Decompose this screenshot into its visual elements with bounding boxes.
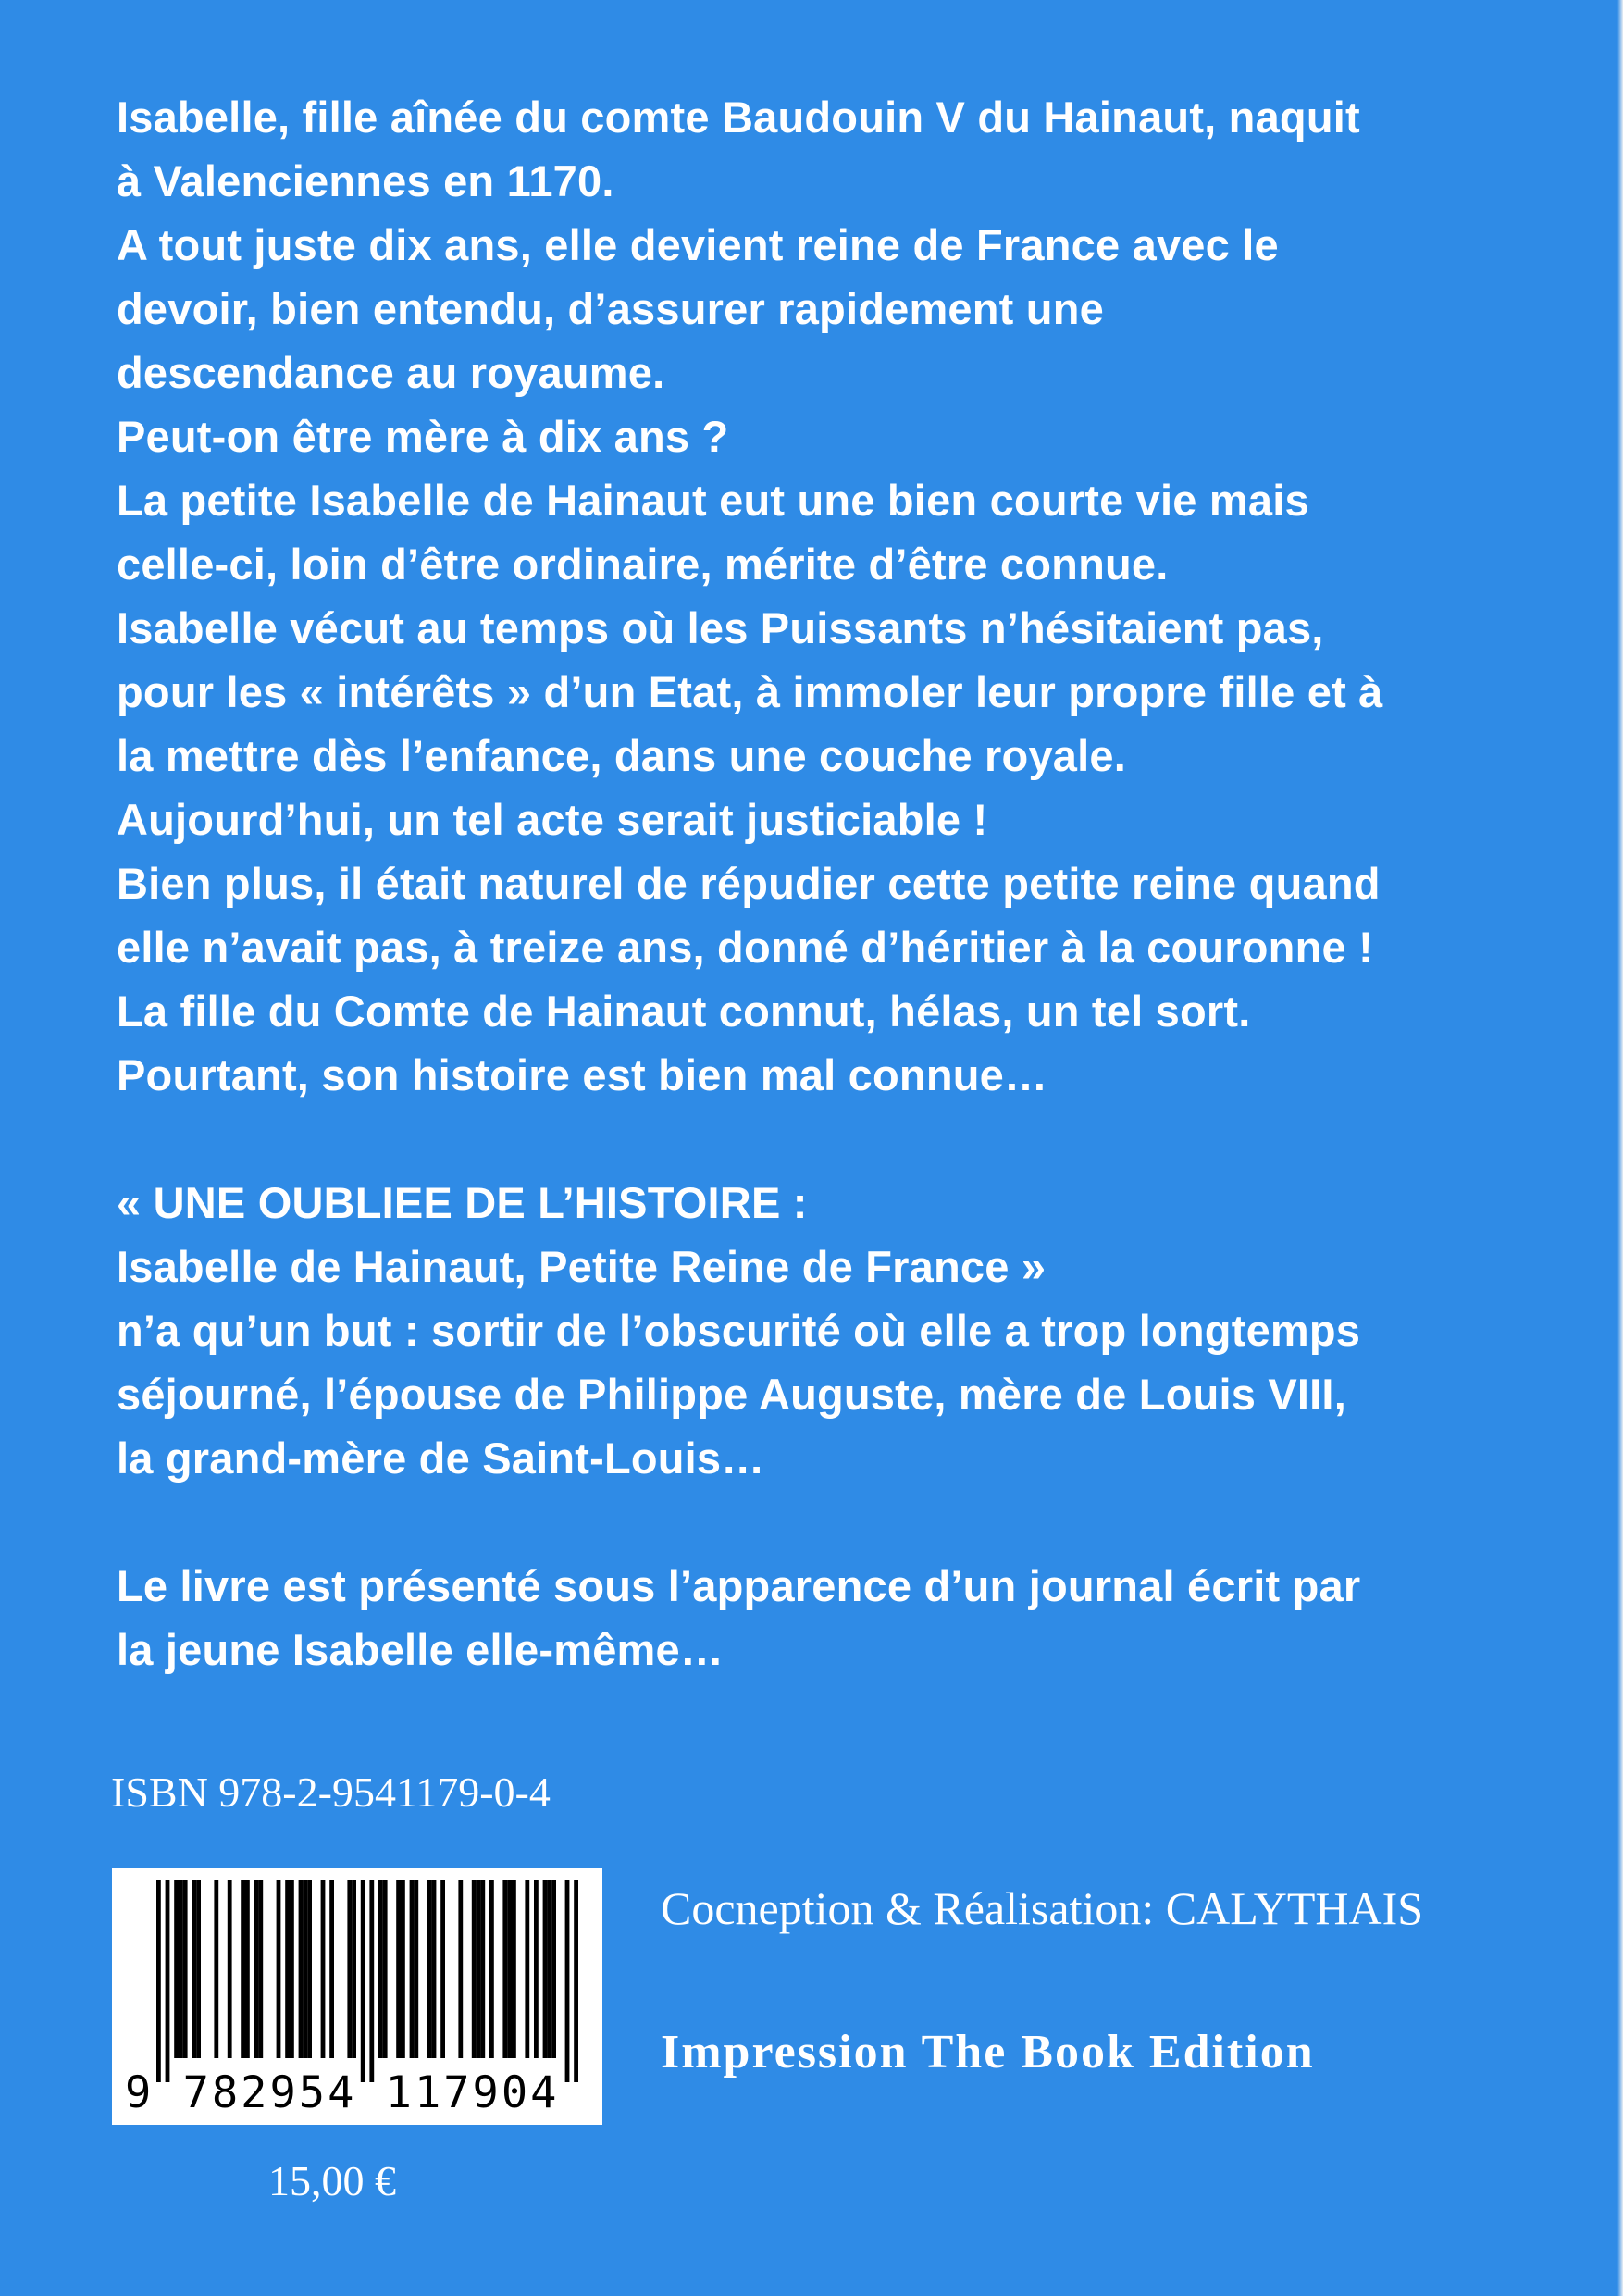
blurb-line: La fille du Comte de Hainaut connut, hélas, un tel sort. [117, 987, 1251, 1036]
barcode-bar [534, 1880, 539, 2058]
paragraph-spacer [117, 1107, 1560, 1171]
barcode-bar [258, 1880, 263, 2058]
barcode-bar [432, 1880, 437, 2058]
barcode-bar [480, 1880, 485, 2058]
barcode-bar [440, 1880, 445, 2058]
barcode-bar [396, 1880, 401, 2058]
barcode-bar [299, 1880, 304, 2058]
barcode-bar [414, 1880, 418, 2058]
barcode-bar [525, 1880, 529, 2058]
barcode-bar [489, 1880, 494, 2058]
barcode-bar [179, 1880, 183, 2058]
price: 15,00 € [268, 2157, 396, 2204]
barcode-bar [183, 1880, 188, 2058]
blurb-line: la jeune Isabelle elle-même… [117, 1625, 725, 1674]
barcode-bar [507, 1880, 512, 2058]
blurb-line: Isabelle vécut au temps où les Puissants n’hésitaient pas, [117, 603, 1324, 652]
barcode-bar [352, 1880, 356, 2058]
blurb-line: elle n’avait pas, à treize ans, donné d’héritier à la couronne ! [117, 923, 1373, 972]
barcode-bar [502, 1880, 507, 2058]
blurb-line: devoir, bien entendu, d’assurer rapidement une [117, 284, 1104, 333]
barcode-bar [166, 1880, 170, 2082]
barcode-bar [378, 1880, 383, 2058]
barcode-bar [427, 1880, 432, 2058]
barcode-bar [228, 1880, 232, 2058]
barcode-bar [565, 1880, 570, 2082]
blurb-line: n’a qu’un but : sortir de l’obscurité où elle a trop longtemps [117, 1306, 1361, 1355]
barcode-digits: 9 782954 117904 [125, 2067, 560, 2118]
back-cover-blurb [117, 85, 1560, 1682]
barcode-bar [547, 1880, 551, 2058]
blurb-line: A tout juste dix ans, elle devient reine de France avec le [117, 220, 1279, 269]
blurb-line: séjourné, l’épouse de Philippe Auguste, mère de Louis VIII, [117, 1370, 1346, 1419]
barcode-bar [192, 1880, 196, 2058]
barcode-bar [361, 1880, 365, 2082]
barcode-bar [277, 1880, 281, 2058]
barcode [112, 1868, 602, 2125]
barcode-bar [574, 1880, 578, 2082]
paragraph-spacer [117, 1490, 1560, 1554]
barcode-bar [458, 1880, 463, 2058]
barcode-bar [410, 1880, 415, 2058]
barcode-bar [307, 1880, 312, 2058]
barcode-bar [303, 1880, 307, 2058]
design-credit: Cocneption & Réalisation: CALYTHAIS [661, 1882, 1424, 1934]
blurb-line: Peut-on être mère à dix ans ? [117, 412, 729, 461]
cover-edge [1617, 0, 1623, 2296]
barcode-bar [321, 1880, 326, 2058]
isbn-number: ISBN 978-2-9541179-0-4 [111, 1769, 551, 1816]
barcode-bar [383, 1880, 388, 2058]
book-title-line: Isabelle de Hainaut, Petite Reine de France » [117, 1242, 1047, 1291]
barcode-bar [543, 1880, 548, 2058]
book-title-line: « UNE OUBLIEE DE L’HISTOIRE : [117, 1178, 808, 1227]
barcode-bar [156, 1880, 161, 2082]
blurb-line: Bien plus, il était naturel de répudier cette petite reine quand [117, 859, 1381, 908]
barcode-bar [290, 1880, 294, 2058]
barcode-bar [174, 1880, 179, 2058]
blurb-line: la grand-mère de Saint-Louis… [117, 1433, 765, 1483]
blurb-line: La petite Isabelle de Hainaut eut une bien courte vie mais [117, 476, 1309, 525]
barcode-bar [254, 1880, 259, 2058]
barcode-bar [477, 1880, 481, 2058]
blurb-line: Aujourd’hui, un tel acte serait justiciable ! [117, 795, 988, 844]
barcode-bar [512, 1880, 516, 2058]
barcode-bar [347, 1880, 352, 2058]
barcode-bar [369, 1880, 374, 2082]
blurb-line: Isabelle, fille aînée du comte Baudouin V du Hainaut, naquit [117, 93, 1360, 142]
barcode-bar [245, 1880, 250, 2058]
barcode-bar [196, 1880, 201, 2058]
blurb-line: la mettre dès l’enfance, dans une couche royale. [117, 731, 1126, 780]
blurb-line: celle-ci, loin d’être ordinaire, mérite d’être connue. [117, 540, 1169, 589]
blurb-line: à Valenciennes en 1170. [117, 156, 614, 205]
blurb-line: Le livre est présenté sous l’apparence d’un journal écrit par [117, 1561, 1361, 1610]
barcode-bar [214, 1880, 218, 2058]
blurb-line: pour les « intérêts » d’un Etat, à immoler leur propre fille et à [117, 667, 1383, 716]
blurb-line: Pourtant, son histoire est bien mal connue… [117, 1050, 1048, 1099]
barcode-bar [551, 1880, 556, 2058]
barcode-bar [241, 1880, 245, 2058]
barcode-bar [401, 1880, 405, 2058]
barcode-bar [285, 1880, 290, 2058]
barcode-bar [329, 1880, 334, 2058]
printer-credit: Impression The Book Edition [661, 2026, 1315, 2079]
barcode-bar [472, 1880, 477, 2058]
blurb-line: descendance au royaume. [117, 348, 665, 397]
